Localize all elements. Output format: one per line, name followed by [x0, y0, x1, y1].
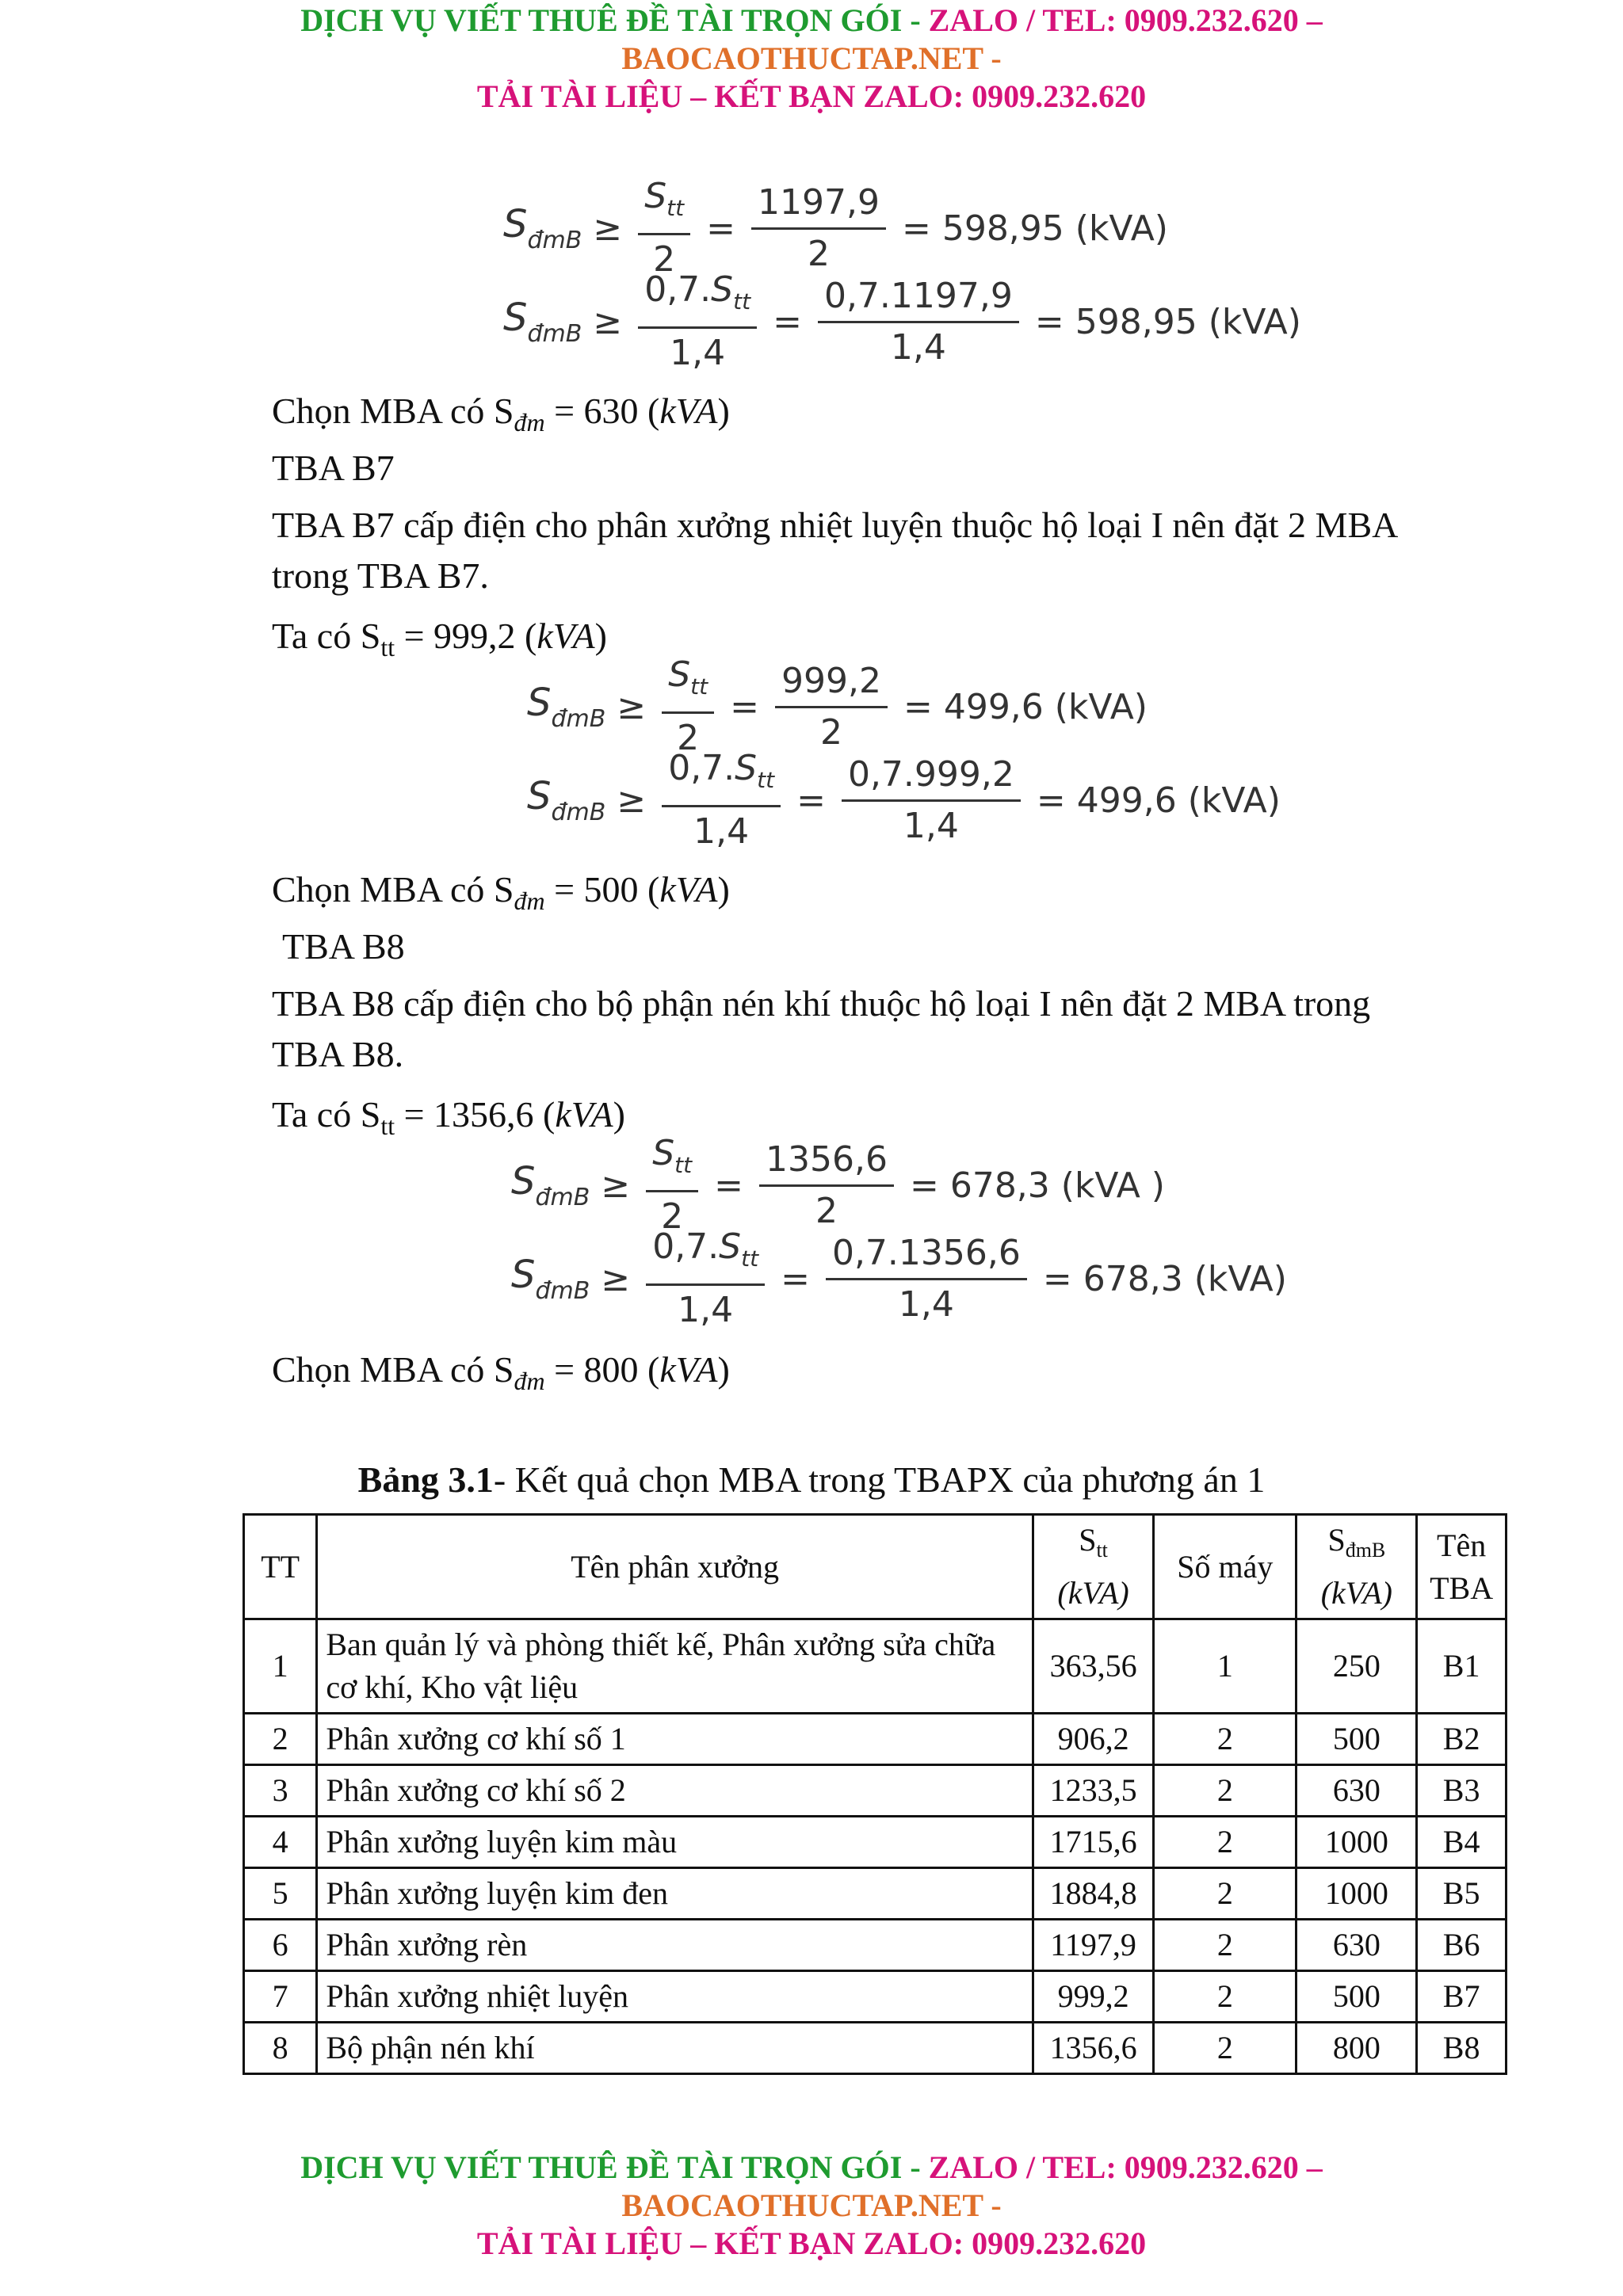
table-row [244, 1714, 1507, 1765]
cell-so-may: 2 [1154, 1817, 1296, 1868]
table-row [244, 1971, 1507, 2023]
cell-name [317, 1619, 1033, 1714]
cell-so-may: 2 [1154, 2023, 1296, 2074]
cell-ten-tba: B5 [1417, 1868, 1507, 1920]
cell-name-line-1: Phân xưởng cơ khí số 1 [326, 1721, 626, 1756]
cell-sdm: 630 [1296, 1920, 1417, 1971]
cell-name-line-1: Phân xưởng rèn [326, 1927, 528, 1962]
header-stt: $S_{tt}$ (kVA) [1033, 1515, 1153, 1619]
cell-ten-tba: B2 [1417, 1714, 1507, 1765]
formula-result: 598,95 (kVA) [941, 208, 1168, 249]
cell-stt: 1233,5 [1033, 1765, 1153, 1817]
footer-download-text: TẢI TÀI LIỆU – KẾT BẠN ZALO: 0909.232.620 [476, 2225, 1147, 2261]
formula-result: 499,6 (kVA) [1076, 780, 1281, 821]
formula-result: 499,6 (kVA) [943, 686, 1148, 727]
cell-ten-tba: B3 [1417, 1765, 1507, 1817]
table-header-row [244, 1515, 1507, 1619]
header-download-text: TẢI TÀI LIỆU – KẾT BẠN ZALO: 0909.232.620 [476, 78, 1147, 114]
footer-zalo-text: ZALO / TEL: 0909.232.620 – [928, 2149, 1323, 2185]
cell-so-may: 2 [1154, 1765, 1296, 1817]
cell-name [317, 1817, 1033, 1868]
cell-name-line-1: Ban quản lý và phòng thiết kế, Phân xưởng sửa chữa [326, 1627, 996, 1662]
cell-sdm: 250 [1296, 1619, 1417, 1714]
chon-mba-800: Chọn MBA có $S_{đm} = 800$ (kVA) [272, 1349, 730, 1395]
cell-so-may: 2 [1154, 1971, 1296, 2023]
header-sdm: $S_{đmB}$ (kVA) [1296, 1515, 1417, 1619]
header-zalo-text: ZALO / TEL: 0909.232.620 – [928, 2, 1323, 38]
cell-name-line-1: Phân xưởng cơ khí số 2 [326, 1772, 626, 1808]
cell-so-may: 2 [1154, 1920, 1296, 1971]
cell-ten-tba: B1 [1417, 1619, 1507, 1714]
cell-tt: 7 [244, 1971, 317, 2023]
header-website: BAOCAOTHUCTAP.NET - [621, 40, 1002, 76]
b8-description-1: TBA B8 cấp điện cho bộ phận nén khí thuộc hộ loại I nên đặt 2 MBA trong [272, 983, 1371, 1024]
cell-tt: 6 [244, 1920, 317, 1971]
table-row [244, 1920, 1507, 1971]
table-row [244, 1619, 1507, 1714]
cell-tt: 5 [244, 1868, 317, 1920]
footer-line-1 [0, 2149, 1623, 2187]
cell-name-line-1: Phân xưởng luyện kim đen [326, 1875, 669, 1911]
cell-tt: 2 [244, 1714, 317, 1765]
cell-ten-tba: B4 [1417, 1817, 1507, 1868]
cell-sdm: 800 [1296, 2023, 1417, 2074]
cell-name-line-1: Phân xưởng luyện kim màu [326, 1824, 678, 1859]
cell-so-may: 2 [1154, 1868, 1296, 1920]
cell-so-may: 2 [1154, 1714, 1296, 1765]
cell-stt: 906,2 [1033, 1714, 1153, 1765]
heading-tba-b8: TBA B8 [282, 926, 405, 967]
table-body [244, 1619, 1507, 2074]
formula-lhs: $S_{đmB}$ [503, 202, 582, 254]
chon-mba-630: Chọn MBA có $S_{đm} = 630$ (kVA) [272, 391, 730, 437]
cell-name [317, 2023, 1033, 2074]
heading-tba-b7: TBA B7 [272, 448, 395, 488]
cell-ten-tba: B8 [1417, 2023, 1507, 2074]
cell-name [317, 1971, 1033, 2023]
cell-sdm: 500 [1296, 1971, 1417, 2023]
cell-stt: 1715,6 [1033, 1817, 1153, 1868]
formula-result: 678,3 (kVA ) [949, 1165, 1165, 1206]
cell-ten-tba: B6 [1417, 1920, 1507, 1971]
b8-description-2: TBA B8. [272, 1034, 404, 1074]
cell-so-may: 1 [1154, 1619, 1296, 1714]
table-caption: Bảng 3.1- Kết quả chọn MBA trong TBAPX của phương án 1 [357, 1459, 1266, 1500]
table-row [244, 1868, 1507, 1920]
cell-name [317, 1868, 1033, 1920]
header-ten-tba: Tên TBA [1417, 1515, 1507, 1619]
cell-tt: 4 [244, 1817, 317, 1868]
cell-tt: 8 [244, 2023, 317, 2074]
cell-sdm: 1000 [1296, 1868, 1417, 1920]
cell-sdm: 1000 [1296, 1817, 1417, 1868]
cell-stt: 1884,8 [1033, 1868, 1153, 1920]
taco-b7: Ta có $S_{tt} = 999,2$ (kVA) [272, 616, 607, 662]
table-row [244, 1817, 1507, 1868]
chon-mba-500: Chọn MBA có $S_{đm} = 500$ (kVA) [272, 869, 730, 915]
cell-name-line-2: cơ khí, Kho vật liệu [326, 1669, 579, 1705]
header-tt: TT [244, 1515, 317, 1619]
taco-b8: Ta có $S_{tt} = 1356,6$ (kVA) [272, 1094, 625, 1140]
header-line-1 [0, 2, 1623, 40]
formula-result: 598,95 (kVA) [1075, 301, 1301, 342]
mba-selection-table [242, 1513, 1507, 2075]
cell-tt: 3 [244, 1765, 317, 1817]
cell-stt: 363,56 [1033, 1619, 1153, 1714]
cell-name-line-1: Phân xưởng nhiệt luyện [326, 1978, 629, 2014]
cell-ten-tba: B7 [1417, 1971, 1507, 2023]
formula-result: 678,3 (kVA) [1083, 1258, 1287, 1299]
cell-stt: 1197,9 [1033, 1920, 1153, 1971]
cell-sdm: 500 [1296, 1714, 1417, 1765]
header-banner [0, 2, 1623, 116]
footer-service-text: DỊCH VỤ VIẾT THUÊ ĐỀ TÀI TRỌN GÓI - [300, 2149, 929, 2185]
footer-banner [0, 2149, 1623, 2263]
cell-name [317, 1765, 1033, 1817]
cell-tt: 1 [244, 1619, 317, 1714]
cell-stt: 1356,6 [1033, 2023, 1153, 2074]
cell-stt: 999,2 [1033, 1971, 1153, 2023]
b7-description-2: trong TBA B7. [272, 555, 489, 596]
table-row [244, 2023, 1507, 2074]
cell-name-line-1: Bộ phận nén khí [326, 2030, 535, 2065]
b7-description-1: TBA B7 cấp điện cho phân xưởng nhiệt luyện thuộc hộ loại I nên đặt 2 MBA [272, 505, 1399, 545]
cell-name [317, 1920, 1033, 1971]
footer-website: BAOCAOTHUCTAP.NET - [621, 2187, 1002, 2223]
header-service-text: DỊCH VỤ VIẾT THUÊ ĐỀ TÀI TRỌN GÓI - [300, 2, 929, 38]
header-so-may: Số máy [1154, 1515, 1296, 1619]
cell-sdm: 630 [1296, 1765, 1417, 1817]
header-name: Tên phân xưởng [317, 1515, 1033, 1619]
table-row [244, 1765, 1507, 1817]
cell-name [317, 1714, 1033, 1765]
